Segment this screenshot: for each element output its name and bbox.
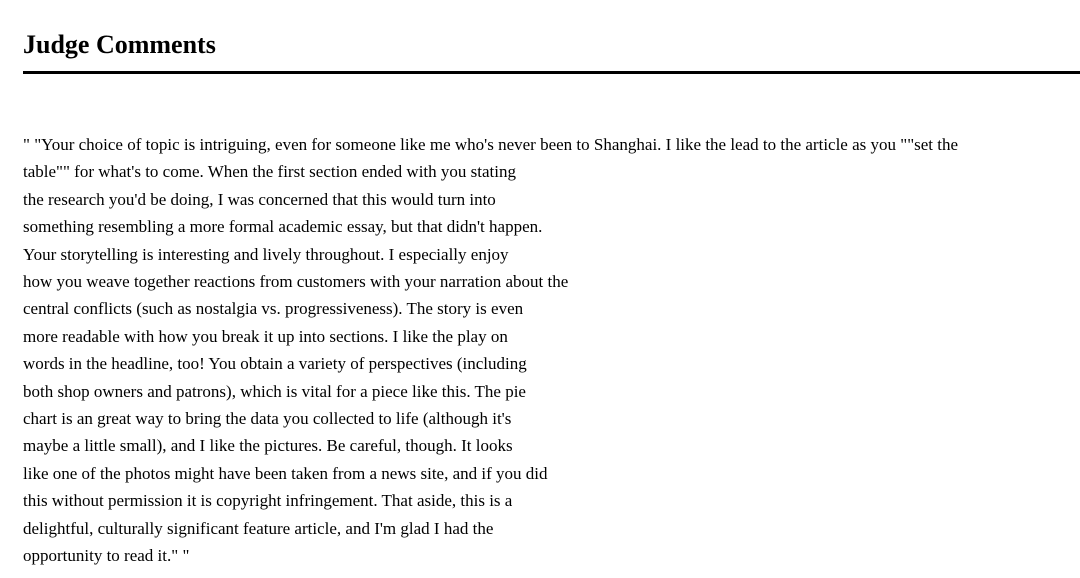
page-title: Judge Comments bbox=[23, 30, 216, 59]
judge-comment-text bbox=[23, 131, 1080, 570]
comment-line: words in the headline, too! You obtain a variety of perspectives (including bbox=[23, 354, 527, 374]
comment-line: something resembling a more formal academic essay, but that didn't happen. bbox=[23, 217, 543, 237]
comment-line: how you weave together reactions from customers with your narration about the bbox=[23, 272, 569, 292]
comment-line: " "Your choice of topic is intriguing, even for someone like me who's never been to Shanghai. I like the lead to the article as you ""set the bbox=[23, 135, 959, 154]
comment-line: opportunity to read it." " bbox=[23, 546, 190, 566]
comment-line: this without permission it is copyright infringement. That aside, this is a bbox=[23, 491, 513, 511]
comment-line: maybe a little small), and I like the pictures. Be careful, though. It looks bbox=[23, 436, 513, 456]
comment-line: like one of the photos might have been taken from a news site, and if you did bbox=[23, 463, 548, 483]
comment-line: more readable with how you break it up into sections. I like the play on bbox=[23, 326, 508, 346]
comment-line: table"" for what's to come. When the first section ended with you stating bbox=[23, 162, 516, 182]
comment-line: both shop owners and patrons), which is vital for a piece like this. The pie bbox=[23, 381, 526, 401]
title-divider bbox=[23, 71, 1080, 74]
comment-line: chart is an great way to bring the data you collected to life (although it's bbox=[23, 409, 512, 429]
comment-line: central conflicts (such as nostalgia vs. progressiveness). The story is even bbox=[23, 299, 524, 319]
comment-line: Your storytelling is interesting and lively throughout. I especially enjoy bbox=[23, 244, 509, 264]
comment-line: delightful, culturally significant feature article, and I'm glad I had the bbox=[23, 518, 494, 538]
comment-line: the research you'd be doing, I was concerned that this would turn into bbox=[23, 189, 496, 209]
